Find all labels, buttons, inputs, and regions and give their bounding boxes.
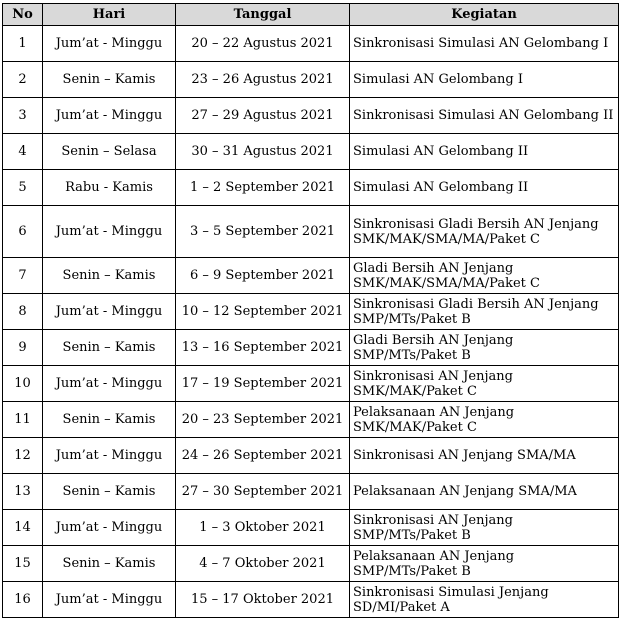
cell-hari: Jum’at - Minggu <box>43 206 176 258</box>
cell-tanggal: 30 – 31 Agustus 2021 <box>176 134 350 170</box>
cell-hari: Jum’at - Minggu <box>43 582 176 618</box>
cell-kegiatan: Sinkronisasi Simulasi AN Gelombang I <box>350 26 619 62</box>
header-row <box>3 4 619 26</box>
table-row <box>3 98 619 134</box>
cell-kegiatan: Sinkronisasi Gladi Bersih AN Jenjang SMP/MTs/Paket B <box>350 294 619 330</box>
table-row <box>3 402 619 438</box>
cell-no: 10 <box>3 366 43 402</box>
cell-hari: Senin – Kamis <box>43 330 176 366</box>
cell-kegiatan: Pelaksanaan AN Jenjang SMP/MTs/Paket B <box>350 546 619 582</box>
table-row <box>3 546 619 582</box>
cell-kegiatan: Pelaksanaan AN Jenjang SMK/MAK/Paket C <box>350 402 619 438</box>
cell-tanggal: 23 – 26 Agustus 2021 <box>176 62 350 98</box>
table-row <box>3 330 619 366</box>
table-row <box>3 294 619 330</box>
schedule-table <box>2 3 619 618</box>
cell-kegiatan: Gladi Bersih AN Jenjang SMP/MTs/Paket B <box>350 330 619 366</box>
cell-hari: Senin – Selasa <box>43 134 176 170</box>
cell-tanggal: 4 – 7 Oktober 2021 <box>176 546 350 582</box>
cell-no: 13 <box>3 474 43 510</box>
header-hari: Hari <box>43 4 176 26</box>
cell-kegiatan: Sinkronisasi AN Jenjang SMK/MAK/Paket C <box>350 366 619 402</box>
cell-tanggal: 20 – 23 September 2021 <box>176 402 350 438</box>
cell-no: 5 <box>3 170 43 206</box>
cell-no: 14 <box>3 510 43 546</box>
cell-hari: Jum’at - Minggu <box>43 294 176 330</box>
cell-no: 6 <box>3 206 43 258</box>
cell-kegiatan: Sinkronisasi AN Jenjang SMP/MTs/Paket B <box>350 510 619 546</box>
cell-tanggal: 1 – 2 September 2021 <box>176 170 350 206</box>
table-row <box>3 62 619 98</box>
table-row <box>3 438 619 474</box>
table-row <box>3 510 619 546</box>
cell-no: 7 <box>3 258 43 294</box>
cell-tanggal: 20 – 22 Agustus 2021 <box>176 26 350 62</box>
header-tanggal: Tanggal <box>176 4 350 26</box>
cell-tanggal: 6 – 9 September 2021 <box>176 258 350 294</box>
table-row <box>3 366 619 402</box>
cell-kegiatan: Sinkronisasi Gladi Bersih AN Jenjang SMK/MAK/SMA/MA/Paket C <box>350 206 619 258</box>
header-kegiatan: Kegiatan <box>350 4 619 26</box>
cell-tanggal: 1 – 3 Oktober 2021 <box>176 510 350 546</box>
cell-tanggal: 13 – 16 September 2021 <box>176 330 350 366</box>
cell-no: 2 <box>3 62 43 98</box>
cell-no: 8 <box>3 294 43 330</box>
cell-hari: Senin – Kamis <box>43 546 176 582</box>
cell-tanggal: 3 – 5 September 2021 <box>176 206 350 258</box>
table-row <box>3 582 619 618</box>
cell-hari: Senin – Kamis <box>43 258 176 294</box>
cell-no: 4 <box>3 134 43 170</box>
cell-hari: Senin – Kamis <box>43 62 176 98</box>
cell-kegiatan: Simulasi AN Gelombang II <box>350 134 619 170</box>
cell-hari: Senin – Kamis <box>43 402 176 438</box>
cell-tanggal: 27 – 29 Agustus 2021 <box>176 98 350 134</box>
cell-no: 9 <box>3 330 43 366</box>
cell-tanggal: 27 – 30 September 2021 <box>176 474 350 510</box>
cell-hari: Jum’at - Minggu <box>43 26 176 62</box>
table-row <box>3 134 619 170</box>
cell-kegiatan: Gladi Bersih AN Jenjang SMK/MAK/SMA/MA/Paket C <box>350 258 619 294</box>
cell-hari: Senin – Kamis <box>43 474 176 510</box>
cell-hari: Jum’at - Minggu <box>43 510 176 546</box>
cell-hari: Rabu - Kamis <box>43 170 176 206</box>
cell-tanggal: 10 – 12 September 2021 <box>176 294 350 330</box>
cell-kegiatan: Pelaksanaan AN Jenjang SMA/MA <box>350 474 619 510</box>
cell-hari: Jum’at - Minggu <box>43 366 176 402</box>
table-row <box>3 474 619 510</box>
cell-tanggal: 17 – 19 September 2021 <box>176 366 350 402</box>
table-row <box>3 170 619 206</box>
cell-kegiatan: Simulasi AN Gelombang I <box>350 62 619 98</box>
cell-tanggal: 15 – 17 Oktober 2021 <box>176 582 350 618</box>
cell-no: 16 <box>3 582 43 618</box>
cell-no: 15 <box>3 546 43 582</box>
header-no: No <box>3 4 43 26</box>
cell-kegiatan: Sinkronisasi AN Jenjang SMA/MA <box>350 438 619 474</box>
cell-no: 12 <box>3 438 43 474</box>
cell-tanggal: 24 – 26 September 2021 <box>176 438 350 474</box>
cell-kegiatan: Sinkronisasi Simulasi Jenjang SD/MI/Paket A <box>350 582 619 618</box>
table-row <box>3 258 619 294</box>
cell-no: 3 <box>3 98 43 134</box>
cell-kegiatan: Sinkronisasi Simulasi AN Gelombang II <box>350 98 619 134</box>
cell-no: 11 <box>3 402 43 438</box>
cell-hari: Jum’at - Minggu <box>43 98 176 134</box>
cell-hari: Jum’at - Minggu <box>43 438 176 474</box>
table-row <box>3 206 619 258</box>
table-row <box>3 26 619 62</box>
cell-no: 1 <box>3 26 43 62</box>
cell-kegiatan: Simulasi AN Gelombang II <box>350 170 619 206</box>
